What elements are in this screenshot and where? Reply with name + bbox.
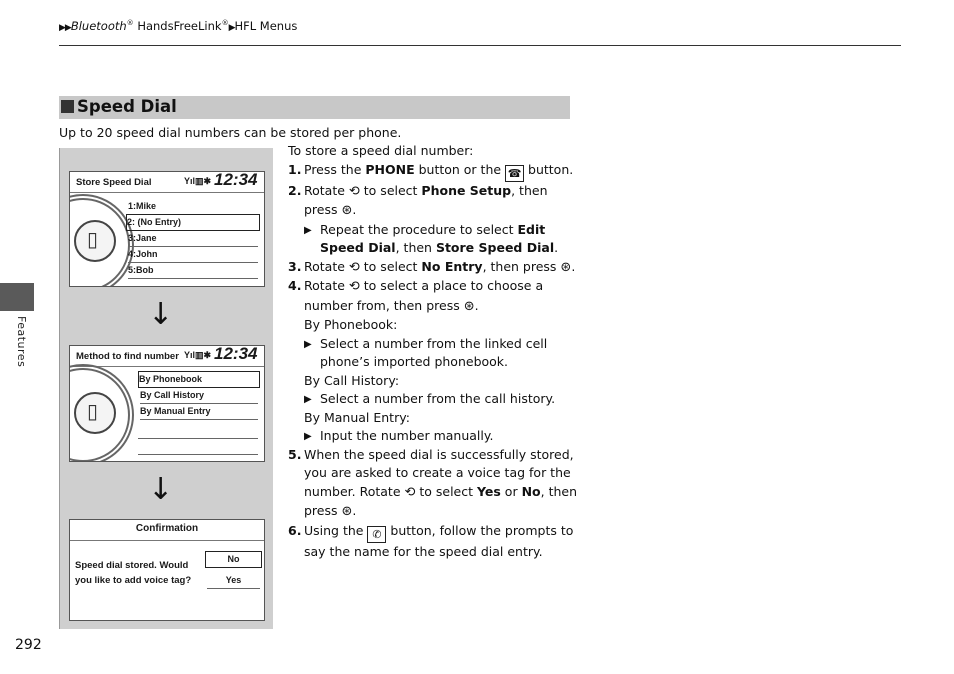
instruction-steps	[288, 142, 578, 561]
screen-illustration-panel	[59, 148, 273, 629]
breadcrumb: ▶▶Bluetooth® HandsFreeLink®▶HFL Menus	[59, 19, 298, 33]
breadcrumb-arrow-icon: ▶▶	[59, 23, 71, 33]
side-tab-label: Features	[15, 316, 28, 368]
steps-lead: To store a speed dial number:	[288, 143, 474, 158]
selector-knob-icon: ⟲	[348, 183, 360, 199]
step-3: 3. Rotate ⟲ to select No Entry, then press ⊛.	[288, 258, 578, 278]
divider	[70, 540, 264, 541]
press-knob-icon: ⊛	[341, 203, 353, 218]
list-item-selected[interactable]: By Phonebook	[138, 371, 260, 388]
selector-knob-icon: ⟲	[404, 484, 416, 500]
status-icons: Yıl▥✱	[184, 350, 212, 360]
status-icons: Yıl▥✱	[184, 176, 212, 186]
list-item[interactable]: 3:Jane	[128, 231, 258, 247]
screen-title: Store Speed Dial	[76, 177, 152, 188]
phone-wrench-icon: ▯	[87, 227, 99, 251]
list-item[interactable]	[138, 423, 258, 439]
selector-knob-icon: ⟲	[348, 279, 360, 294]
phone-settings-badge	[74, 392, 116, 434]
step-4-phonebook-substep: ▶ Select a number from the linked cell phone’s imported phonebook.	[304, 335, 548, 369]
list-item[interactable]: By Call History	[140, 388, 258, 404]
screen-header	[70, 346, 264, 367]
page-number: 292	[15, 637, 42, 653]
selector-knob-icon: ⟲	[348, 259, 360, 275]
header-rule	[59, 45, 901, 46]
screen-title: Confirmation	[135, 523, 199, 534]
section-square-icon	[61, 100, 74, 113]
screen-confirmation	[69, 519, 265, 621]
press-knob-icon: ⊛	[341, 504, 353, 519]
confirmation-message: Speed dial stored. Would you like to add voice tag?	[75, 560, 192, 586]
breadcrumb-bluetooth: Bluetooth	[70, 19, 127, 33]
screen-title: Method to find number	[76, 351, 179, 362]
step-4-history-substep: ▶ Select a number from the call history.	[288, 390, 578, 409]
option-no[interactable]: No	[205, 551, 262, 568]
list-item[interactable]: By Manual Entry	[140, 404, 258, 420]
down-arrow-icon: ↓	[148, 472, 174, 507]
section-heading	[59, 96, 570, 119]
step-1: 1. Press the PHONE button or the ☎ button.	[288, 161, 574, 180]
list-item[interactable]: 1:Mike	[128, 199, 258, 215]
press-knob-icon: ⊛	[560, 259, 572, 275]
step-4-manual-label: By Manual Entry:	[304, 409, 410, 425]
substep-arrow-icon: ▶	[304, 431, 312, 442]
phone-settings-badge	[74, 220, 116, 262]
step-4-phonebook-label: By Phonebook:	[304, 317, 398, 332]
step-2: 2. Rotate ⟲ to select Phone Setup, then press ⊛.	[288, 182, 578, 221]
screen-store-speed-dial	[69, 171, 265, 287]
substep-arrow-icon: ▶	[304, 338, 312, 350]
phone-wrench-icon: ▯	[87, 399, 99, 423]
step-6: 6. Using the ✆ button, follow the prompts to say the name for the speed dial entry.	[288, 522, 574, 559]
talk-icon: ✆	[367, 526, 386, 543]
screen-header	[70, 172, 264, 193]
down-arrow-icon: ↓	[148, 297, 174, 332]
substep-arrow-icon: ▶	[304, 224, 312, 236]
clock: 12:34	[214, 345, 258, 363]
list-item[interactable]: 4:John	[128, 247, 258, 263]
phone-icon: ☎	[505, 165, 524, 182]
option-yes[interactable]: Yes	[207, 573, 260, 589]
list-item[interactable]	[138, 439, 258, 455]
press-knob-icon: ⊛	[463, 298, 475, 314]
substep-arrow-icon: ▶	[304, 394, 312, 405]
side-tab-marker	[0, 283, 34, 311]
list-item[interactable]: 5:Bob	[128, 263, 258, 279]
step-4-manual-substep: ▶ Input the number manually.	[288, 427, 578, 446]
list-item-selected[interactable]: 2: (No Entry)	[126, 214, 260, 231]
step-4-history-label: By Call History:	[304, 372, 400, 388]
breadcrumb-arrow-icon: ▶	[228, 23, 235, 33]
step-5: 5. When the speed dial is successfully stored, you are asked to create a voice tag for the number. Rotate ⟲ to select Yes or No, then press ⊛.	[288, 446, 578, 522]
screen-method-to-find-number	[69, 345, 265, 462]
clock: 12:34	[214, 171, 258, 189]
intro-text: Up to 20 speed dial numbers can be stored per phone.	[59, 125, 402, 140]
section-title: Speed Dial	[77, 97, 177, 116]
step-4: 4. Rotate ⟲ to select a place to choose a number from, then press ⊛.	[288, 277, 578, 316]
step-2-substep: ▶ Repeat the procedure to select Edit Speed Dial, then Store Speed Dial.	[304, 221, 559, 255]
breadcrumb-hfl-menus: HFL Menus	[234, 19, 298, 33]
